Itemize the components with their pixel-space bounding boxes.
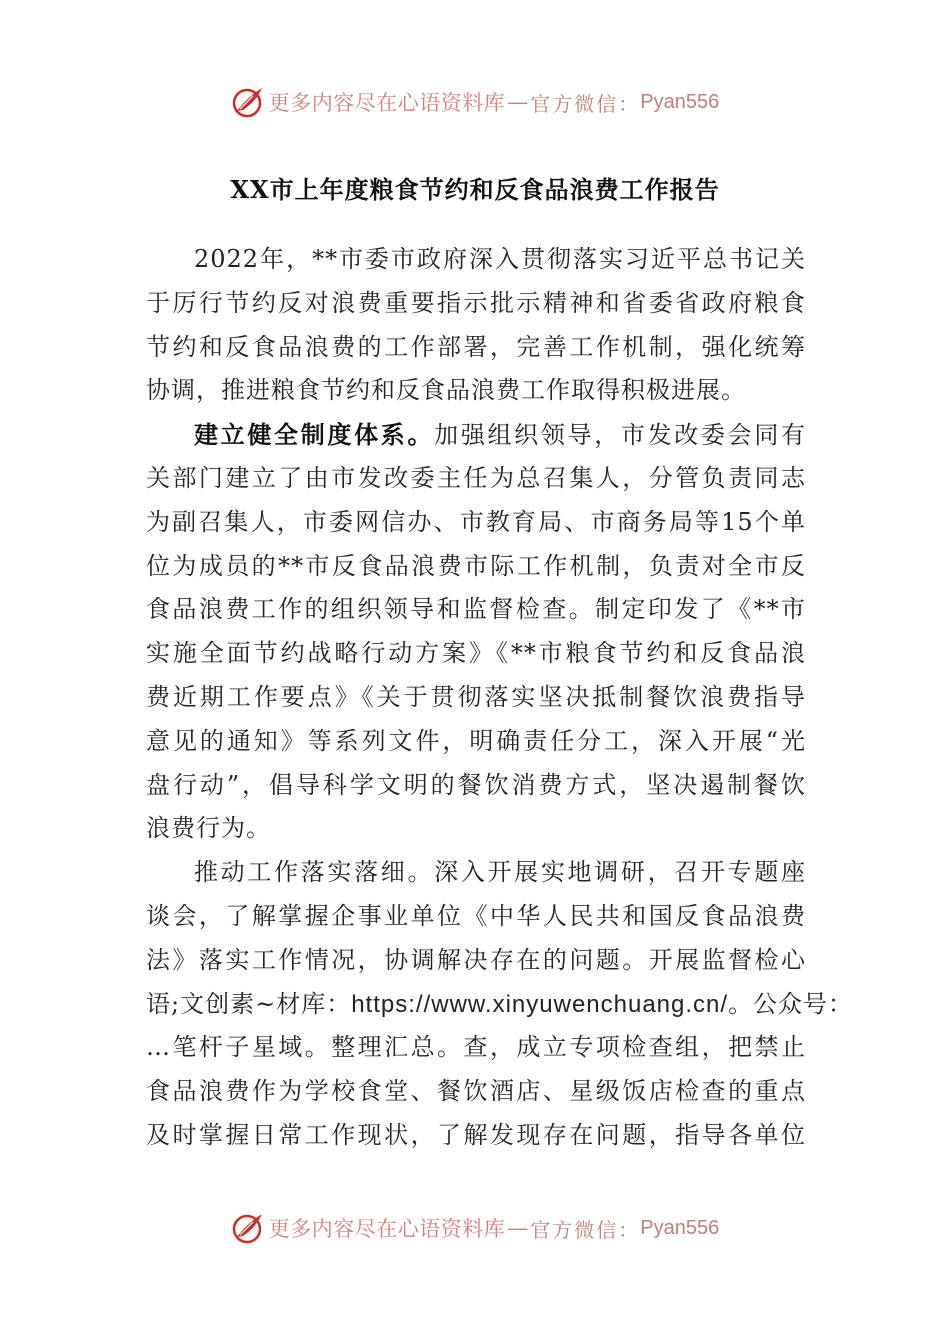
paragraph-line: 为副召集人，市委网信办、市教育局、市商务局等15个单 <box>146 507 806 536</box>
banner-dash: — <box>507 1216 529 1240</box>
footer-banner <box>0 1208 950 1248</box>
paragraph-line: 位为成员的**市反食品浪费市际工作机制，负责对全市反 <box>146 551 806 580</box>
paragraph-text: 加强组织领导，市发改委会同有 <box>434 421 807 450</box>
banner-label: 官方微信： <box>530 1217 641 1242</box>
paragraph-line: 实施全面节约战略行动方案》《**市粮食节约和反食品浪 <box>146 639 806 668</box>
paragraph-line: 关部门建立了由市发改委主任为总召集人，分管负责同志 <box>146 463 806 492</box>
document-title: XX市上年度粮食节约和反食品浪费工作报告 <box>230 175 720 204</box>
website-link[interactable]: https://www.xinyuwenchuang.cn/ <box>351 990 729 1018</box>
paragraph-line: 食品浪费工作的组织领导和监督检查。制定印发了《**市 <box>146 595 806 624</box>
quill-pen-logo-icon <box>231 1211 265 1245</box>
url-suffix: 。公众号： <box>728 989 854 1018</box>
header-banner <box>0 82 950 122</box>
paragraph-line: …笔杆子星域。整理汇总。查，成立专项检查组，把禁止 <box>146 1033 806 1062</box>
url-prefix: 语;文创素~材库： <box>146 989 352 1018</box>
paragraph-line <box>146 983 854 1027</box>
banner-wechat-id: Pyan556 <box>640 90 720 113</box>
paragraph-line: 及时掌握日常工作现状，了解发现存在问题，指导各单位 <box>146 1120 806 1149</box>
paragraph-line: 盘行动”，倡导科学文明的餐饮消费方式，坚决遏制餐饮 <box>146 770 806 799</box>
paragraph-line: 法》落实工作情况，协调解决存在的问题。开展监督检心 <box>146 945 806 974</box>
banner-text: 更多内容尽在心语资料库 <box>268 1217 506 1241</box>
banner-wechat-id: Pyan556 <box>640 1216 720 1239</box>
paragraph-line: 浪费行为。 <box>146 814 271 843</box>
paragraph-line: 2022年，**市委市政府深入贯彻落实习近平总书记关 <box>194 245 806 273</box>
banner-text: 更多内容尽在心语资料库 <box>268 91 506 115</box>
banner-dash: — <box>507 90 529 114</box>
paragraph-line: 费近期工作要点》《关于贯彻落实坚决抵制餐饮浪费指导 <box>146 682 806 711</box>
paragraph-line: 食品浪费作为学校食堂、餐饮酒店、星级饭店检查的重点 <box>146 1077 806 1106</box>
paragraph-line: 意见的通知》等系列文件，明确责任分工，深入开展“光 <box>146 726 806 755</box>
section-heading: 建立健全制度体系。 <box>194 420 435 450</box>
paragraph-line: 协调，推进粮食节约和反食品浪费工作取得积极进展。 <box>146 376 746 405</box>
paragraph-line: 于厉行节约反对浪费重要指示批示精神和省委省政府粮食 <box>146 288 806 317</box>
paragraph-line: 谈会，了解掌握企事业单位《中华人民共和国反食品浪费 <box>146 901 806 930</box>
paragraph-line: 推动工作落实落细。深入开展实地调研，召开专题座 <box>194 858 806 887</box>
paragraph-line: 节约和反食品浪费的工作部署，完善工作机制，强化统筹 <box>146 332 806 361</box>
quill-pen-logo-icon <box>231 85 265 119</box>
document-body <box>146 238 854 1158</box>
banner-label: 官方微信： <box>530 91 641 116</box>
paragraph-line <box>146 413 806 457</box>
